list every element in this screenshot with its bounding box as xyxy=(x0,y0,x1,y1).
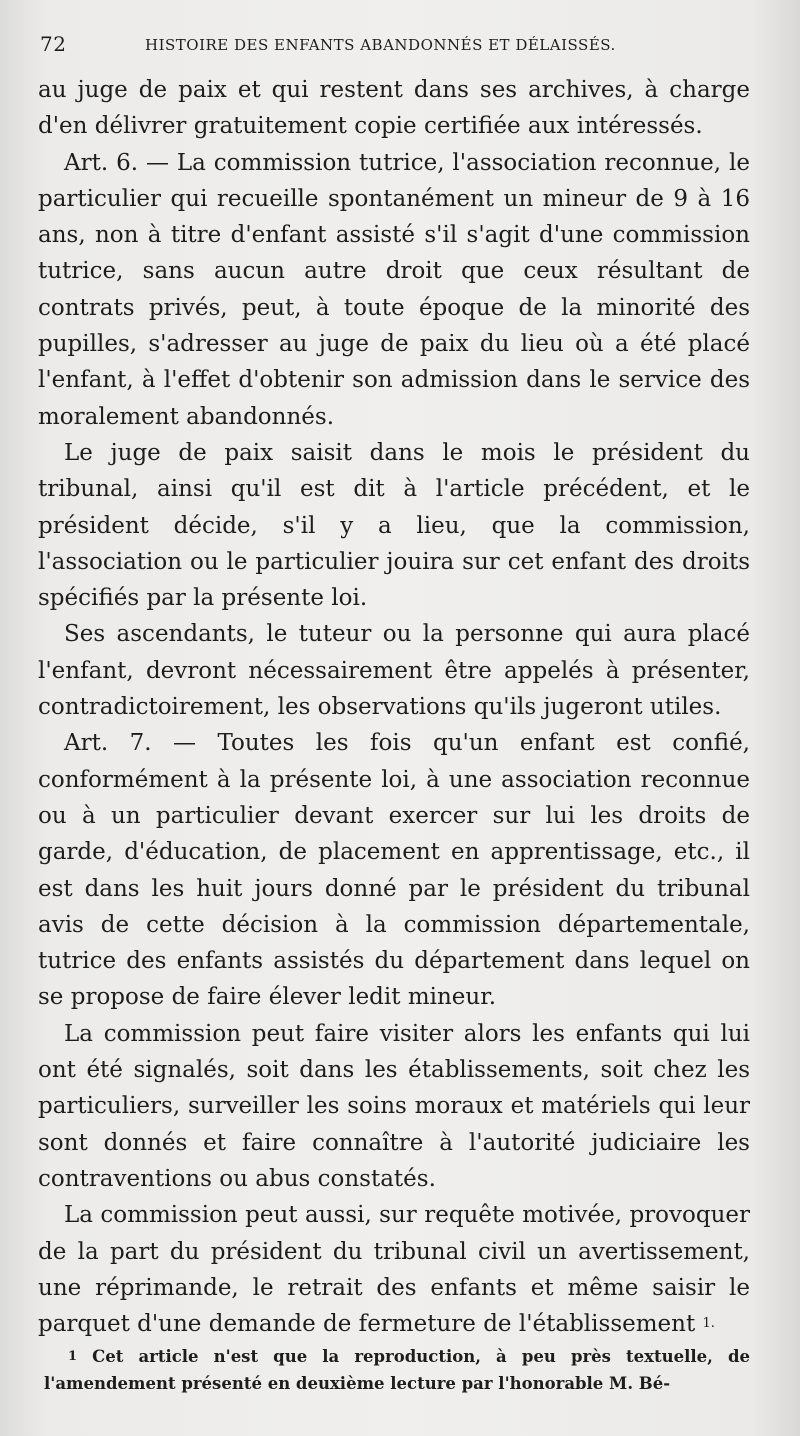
page-number: 72 xyxy=(40,32,67,56)
paragraph xyxy=(38,1197,750,1342)
running-title: HISTOIRE DES ENFANTS ABANDONNÉS ET DÉLAISSÉS. xyxy=(145,36,616,54)
footnote-text: Cet article n'est que la reproduction, à peu près textuelle, de l'amendement présenté en deuxième lecture par l'honorable M. Bé- xyxy=(44,1347,751,1393)
footnote-reference: 1. xyxy=(702,1316,715,1332)
paragraph: La commission peut faire visiter alors les enfants qui lui ont été signalés, soit dans les établissements, soit chez les particuliers, surveiller les soins moraux et matériels qui leur sont donnés et faire connaître à l'autorité judiciaire les contraventions ou abus constatés. xyxy=(38,1020,750,1192)
footnote-marker: 1 xyxy=(68,1349,78,1364)
paragraph: Ses ascendants, le tuteur ou la personne qui aura placé l'enfant, devront nécessairement être appelés à présenter, contradictoirement, les observations qu'ils jugeront utiles. xyxy=(38,621,750,721)
paragraph: Art. 6. — La commission tutrice, l'association reconnue, le particulier qui recueille spontanément un mineur de 9 à 16 ans, non à titre d'enfant assisté s'il s'agit d'une commission tutrice, sans aucun autre droit que ceux résultant de contrats privés, peut, à toute époque de la minorité des pupilles, s'adresser au juge de paix du lieu où a été placé l'enfant, à l'effet d'obtenir son admission dans le service des moralement abandonnés. xyxy=(38,149,750,430)
body-text xyxy=(38,72,750,1342)
paragraph: Art. 7. — Toutes les fois qu'un enfant est confié, conformément à la présente loi, à une association reconnue ou à un particulier devant exercer sur lui les droits de garde, d'éducation, de placement en apprentissage, etc., il est dans les huit jours donné par le président du tribunal avis de cette décision à la commission départementale, tutrice des enfants assistés du département dans lequel on se propose de faire élever ledit mineur. xyxy=(38,730,750,1011)
paragraph-text: La commission peut aussi, sur requête motivée, provoquer de la part du président du tribunal civil un avertissement, une réprimande, le retrait des enfants et même saisir le parquet d'une demande de fermeture de l'établissement xyxy=(38,1202,750,1338)
footnote xyxy=(44,1343,750,1397)
page-header xyxy=(40,32,760,62)
paragraph: Le juge de paix saisit dans le mois le président du tribunal, ainsi qu'il est dit à l'article précédent, et le président décide, s'il y a lieu, que la commission, l'association ou le particulier jouira sur cet enfant des droits spécifiés par la présente loi. xyxy=(38,439,750,612)
paragraph: au juge de paix et qui restent dans ses archives, à charge d'en délivrer gratuitement copie certifiée aux intéressés. xyxy=(38,77,750,140)
